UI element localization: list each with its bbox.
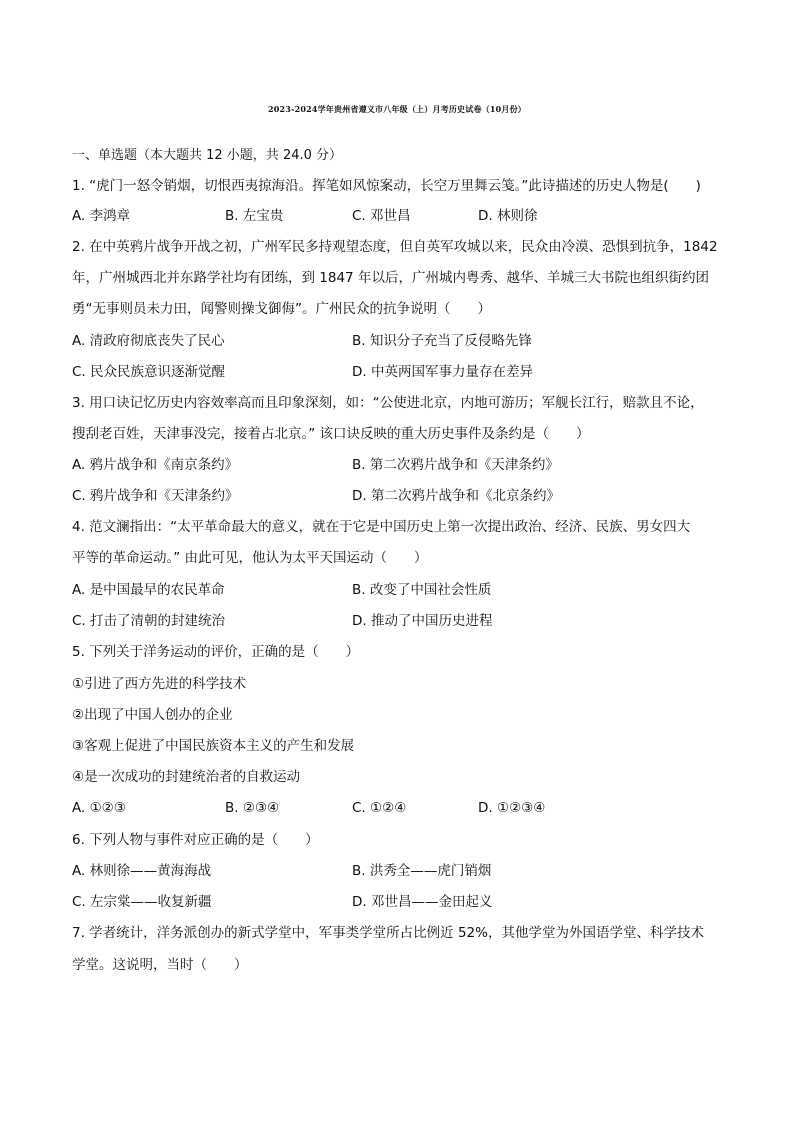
statement-item: ①引进了西方先进的科学技术 — [72, 676, 247, 692]
question-stem: 2. 在中英鸦片战争开战之初，广州军民多持观望态度，但自英军攻城以来，民众由冷漠、恐惧到抗争，1842 — [72, 239, 718, 255]
question-stem: 学堂。这说明，当时（ ） — [72, 957, 248, 973]
option-c: C. 打击了清朝的封建统治 — [72, 613, 226, 629]
page-title: 2023-2024学年贵州省遵义市八年级（上）月考历史试卷（10月份） — [268, 104, 526, 114]
option-b: B. 第二次鸦片战争和《天津条约》 — [352, 457, 559, 473]
option-d: D. 第二次鸦片战争和《北京条约》 — [352, 488, 560, 504]
option-c: C. 民众民族意识逐渐觉醒 — [72, 364, 226, 380]
option-a: A. 是中国最早的农民革命 — [72, 582, 225, 598]
question-stem: 勇“无事则员未力田，闻警则操戈御侮”。广州民众的抗争说明（ ） — [72, 301, 491, 317]
option-d: D. 林则徐 — [478, 208, 538, 224]
question-stem: 1. “虎门一怒令销烟，切恨西夷掠海沿。挥笔如风惊案动，长空万里舞云笺。”此诗描述的历史人物是( ) — [72, 178, 701, 194]
statement-item: ②出现了中国人创办的企业 — [72, 707, 233, 723]
option-d: D. 中英两国军事力量存在差异 — [352, 364, 533, 380]
option-c: C. 鸦片战争和《天津条约》 — [72, 488, 239, 504]
option-b: B. 洪秀全——虎门销烟 — [352, 863, 492, 879]
option-c: C. ①②④ — [352, 800, 407, 816]
question-stem: 年，广州城西北并东路学社均有团练，到 1847 年以后，广州城内粤秀、越华、羊城三大书院也组织街约团 — [72, 270, 709, 286]
statement-item: ④是一次成功的封建统治者的自救运动 — [72, 769, 301, 785]
option-c: C. 邓世昌 — [352, 208, 411, 224]
option-b: B. ②③④ — [225, 800, 280, 816]
option-b: B. 知识分子充当了反侵略先锋 — [352, 333, 532, 349]
option-a: A. 林则徐——黄海海战 — [72, 863, 212, 879]
question-stem: 5. 下列关于洋务运动的评价，正确的是（ ） — [72, 644, 360, 660]
option-a: A. 李鸿章 — [72, 208, 131, 224]
question-stem: 平等的革命运动。” 由此可见，他认为太平天国运动（ ） — [72, 550, 428, 566]
option-a: A. ①②③ — [72, 800, 126, 816]
question-stem: 搜刮老百姓，天津事没完，接着占北京。” 该口诀反映的重大历史事件及条约是（ ） — [72, 426, 590, 442]
statement-item: ③客观上促进了中国民族资本主义的产生和发展 — [72, 738, 355, 754]
option-b: B. 改变了中国社会性质 — [352, 582, 492, 598]
section-heading: 一、单选题（本大题共 12 小题，共 24.0 分） — [72, 148, 343, 163]
option-d: D. 邓世昌——金田起义 — [352, 894, 493, 910]
option-c: C. 左宗棠——收复新疆 — [72, 894, 212, 910]
question-stem: 6. 下列人物与事件对应正确的是（ ） — [72, 832, 319, 848]
option-d: D. 推动了中国历史进程 — [352, 613, 493, 629]
question-stem: 3. 用口诀记忆历史内容效率高而且印象深刻，如：“公使进北京，内地可游历；军舰长江行，赔款且不论， — [72, 395, 704, 411]
question-stem: 4. 范文澜指出：“太平革命最大的意义，就在于它是中国历史上第一次提出政治、经济、民族、男女四大 — [72, 519, 691, 535]
option-d: D. ①②③④ — [478, 800, 546, 816]
option-b: B. 左宝贵 — [225, 208, 284, 224]
question-stem: 7. 学者统计，洋务派创办的新式学堂中，军事类学堂所占比例近 52%，其他学堂为外国语学堂、科学技术 — [72, 925, 704, 941]
option-a: A. 鸦片战争和《南京条约》 — [72, 457, 239, 473]
option-a: A. 清政府彻底丧失了民心 — [72, 333, 225, 349]
